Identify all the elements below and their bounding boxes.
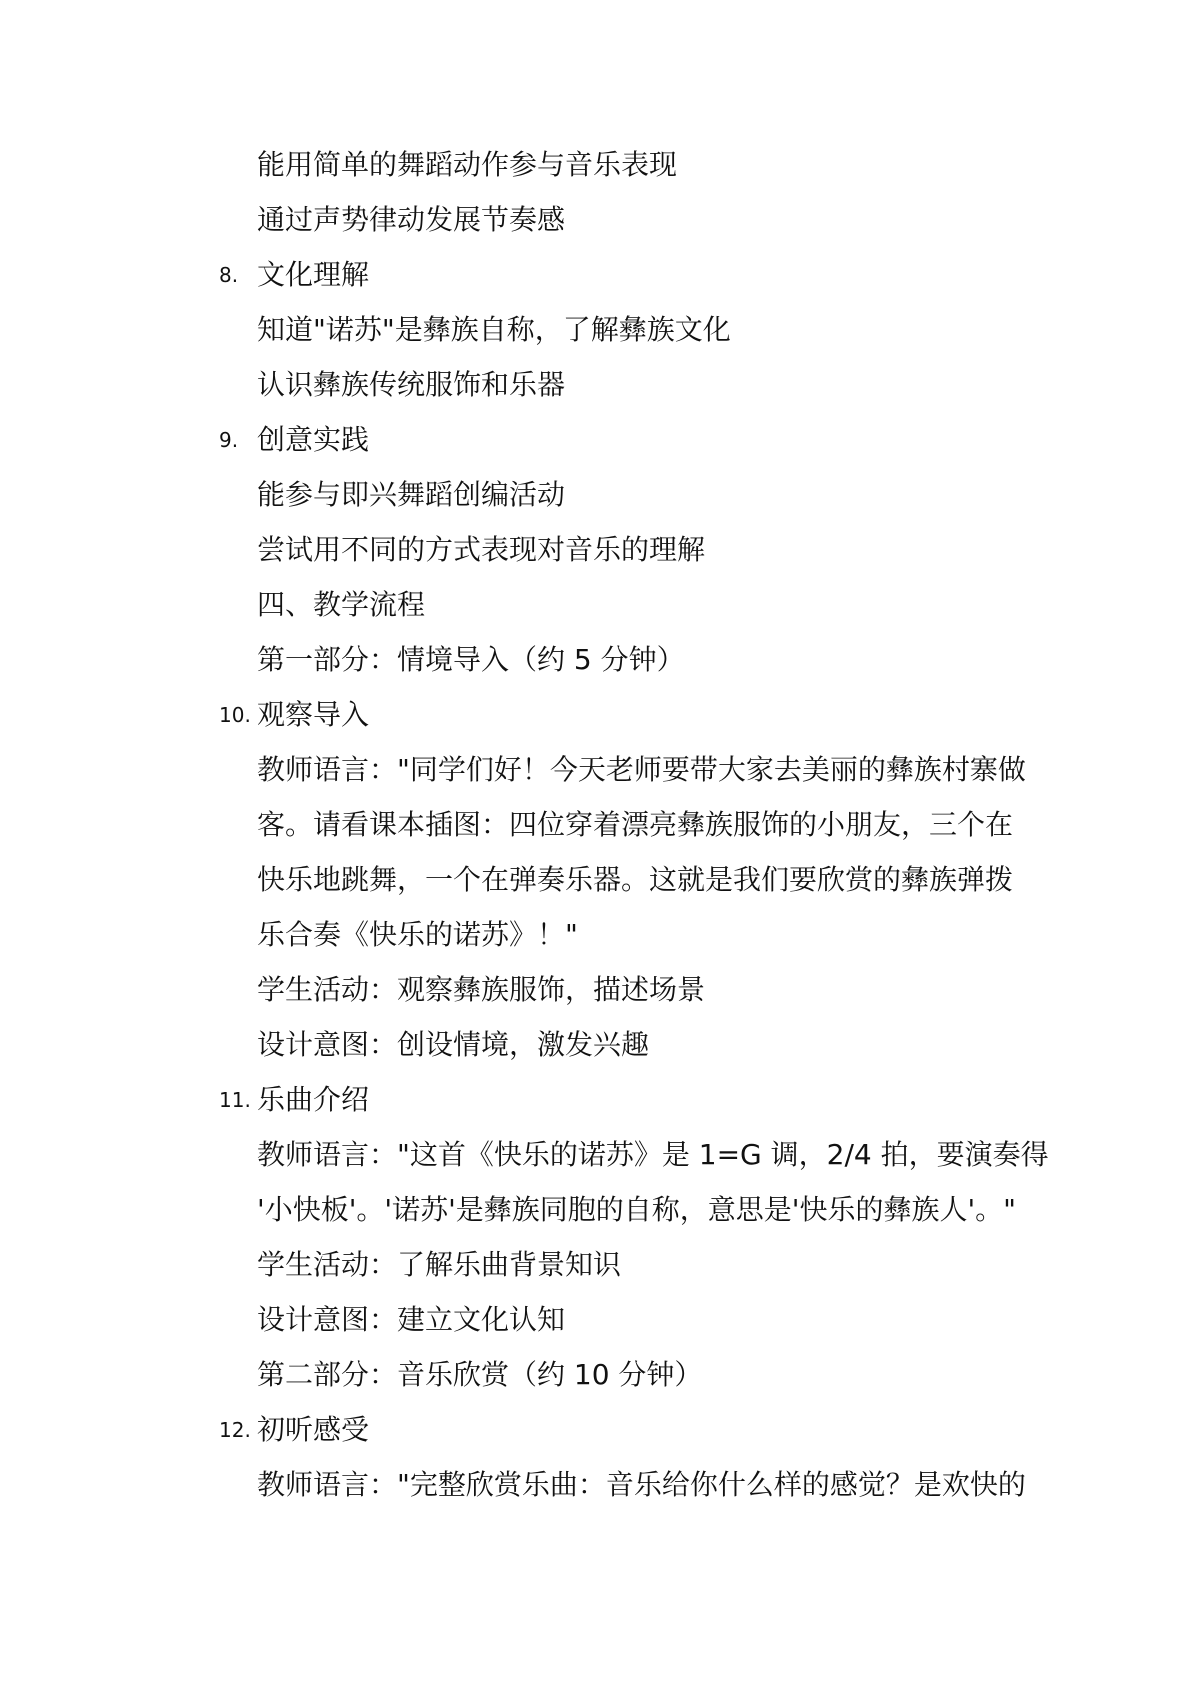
paragraph-line: 乐合奏《快乐的诺苏》！": [257, 918, 578, 951]
list-number: 11.: [219, 1088, 251, 1112]
list-item-heading: 初听感受: [257, 1413, 370, 1446]
list-number: 10.: [219, 703, 251, 727]
section-heading: 四、教学流程: [257, 588, 426, 621]
list-item-heading: 观察导入: [257, 698, 370, 731]
part-heading: 第二部分：音乐欣赏（约 10 分钟）: [257, 1358, 703, 1391]
paragraph-line: 教师语言："完整欣赏乐曲：音乐给你什么样的感觉？是欢快的: [257, 1468, 1026, 1501]
text-line: 能用简单的舞蹈动作参与音乐表现: [257, 148, 678, 181]
text-line: 学生活动：了解乐曲背景知识: [257, 1248, 622, 1281]
text-line: 学生活动：观察彝族服饰，描述场景: [257, 973, 706, 1006]
list-item-heading: 乐曲介绍: [257, 1083, 370, 1116]
text-line: 设计意图：创设情境，激发兴趣: [257, 1028, 650, 1061]
list-number: 8.: [219, 263, 239, 287]
list-item-heading: 创意实践: [257, 423, 370, 456]
paragraph-line: 客。请看课本插图：四位穿着漂亮彝族服饰的小朋友，三个在: [257, 808, 1014, 841]
list-number: 12.: [219, 1418, 251, 1442]
paragraph-line: 教师语言："这首《快乐的诺苏》是 1=G 调，2/4 拍，要演奏得: [257, 1138, 1049, 1171]
text-line: 知道"诺苏"是彝族自称，了解彝族文化: [257, 313, 731, 346]
list-item-heading: 文化理解: [257, 258, 370, 291]
text-line: 设计意图：建立文化认知: [257, 1303, 566, 1336]
paragraph-line: 教师语言："同学们好！今天老师要带大家去美丽的彝族村寨做: [257, 753, 1026, 786]
list-number: 9.: [219, 428, 239, 452]
text-line: 能参与即兴舞蹈创编活动: [257, 478, 566, 511]
part-heading: 第一部分：情境导入（约 5 分钟）: [257, 643, 685, 676]
paragraph-line: '小快板'。'诺苏'是彝族同胞的自称，意思是'快乐的彝族人'。": [257, 1193, 1017, 1226]
text-line: 通过声势律动发展节奏感: [257, 203, 566, 236]
text-line: 认识彝族传统服饰和乐器: [257, 368, 566, 401]
text-line: 尝试用不同的方式表现对音乐的理解: [257, 533, 706, 566]
paragraph-line: 快乐地跳舞，一个在弹奏乐器。这就是我们要欣赏的彝族弹拨: [257, 863, 1014, 896]
